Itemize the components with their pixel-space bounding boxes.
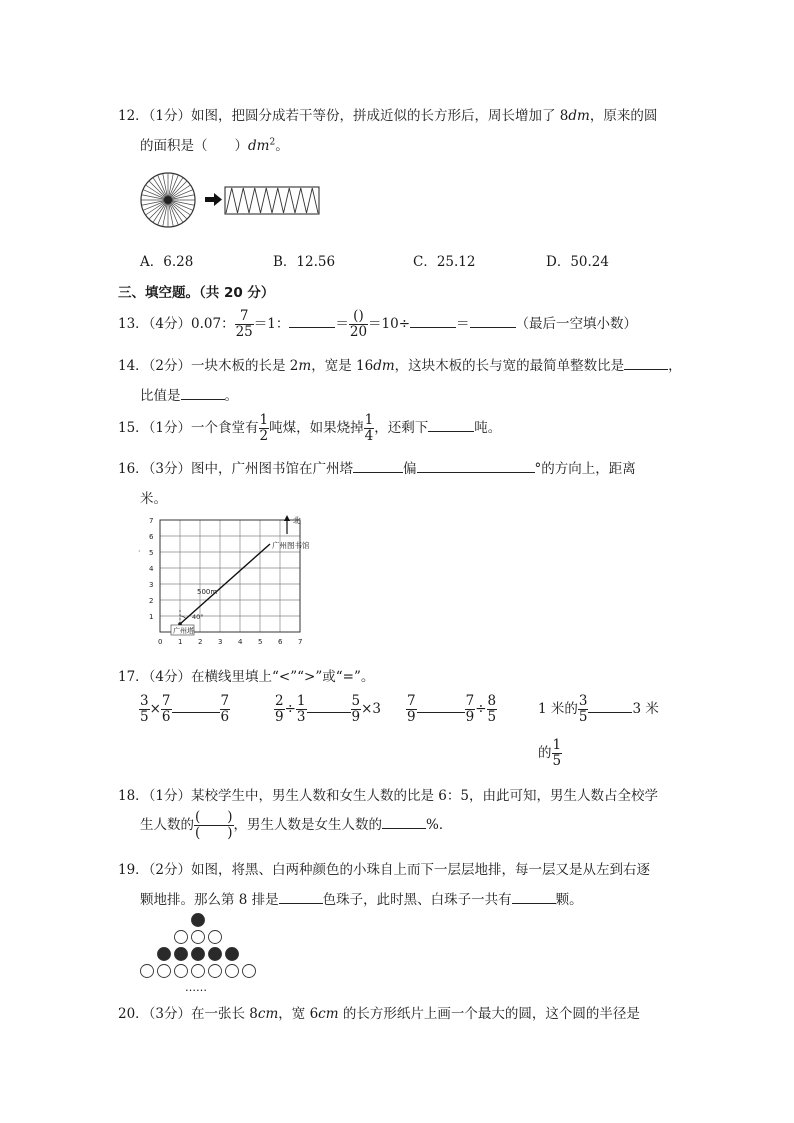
- section-title: 三、填空题。（共 20 分）: [118, 285, 275, 301]
- y-tick-label: 6: [149, 533, 154, 541]
- angle-arc: [180, 616, 186, 619]
- white-bead: [141, 965, 154, 978]
- q16-line1: 16．（3分）图中，广州图书馆在广州塔 偏 °的方向上，距离: [118, 461, 636, 477]
- q20: 20．（3分）在一张长 8cm，宽 6cm 的长方形纸片上画一个最大的圆，这个圆的半径是: [118, 1006, 640, 1022]
- black-bead: [175, 948, 188, 961]
- option-a[interactable]: A．6.28: [140, 254, 194, 270]
- x-tick-label: 1: [178, 638, 183, 646]
- answer-blank[interactable]: [289, 314, 335, 328]
- fraction: $\frac{1}{2}$: [259, 412, 269, 444]
- answer-blank[interactable]: [428, 418, 474, 432]
- q19-line2: 颗地排。那么第 8 排是 色珠子，此时黑、白珠子一共有 颗。: [140, 892, 583, 908]
- q19-line1: 19．（2分）如图，将黑、白两种颜色的小珠自上而下一层层地排，每一层又是从左到右逐: [118, 862, 651, 878]
- answer-blank[interactable]: [512, 890, 556, 904]
- white-bead: [243, 965, 256, 978]
- q15: 15．（1分）一个食堂有 $\frac{1}{2}$ 吨煤，如果烧掉 $\frac{1}{4}$ ，还剩下 吨。: [118, 412, 502, 444]
- y-tick-label: 1: [149, 613, 154, 621]
- north-arrow-icon: [284, 515, 290, 534]
- x-tick-label: 6: [278, 638, 283, 646]
- tower-label: 广州塔: [173, 627, 194, 635]
- q18-line1: 18．（1分）某校学生中，男生人数和女生人数的比是 6：5，由此可知，男生人数占全校学: [118, 788, 658, 804]
- white-bead: [209, 965, 222, 978]
- x-tick-label: 0: [158, 638, 163, 646]
- arrow-right-icon: [205, 193, 222, 206]
- white-bead: [158, 965, 171, 978]
- fraction-blank[interactable]: $\frac{( )}{( )}$: [195, 809, 233, 841]
- q17-title: 17．（4分）在横线里填上“<”“>”或“=”。: [118, 669, 375, 685]
- q14-line1: 14．（2分）一块木板的长是 2m，宽是 16dm，这块木板的长与宽的最简单整数比是 ，: [118, 358, 682, 374]
- option-c[interactable]: C．25.12: [413, 254, 476, 270]
- answer-blank[interactable]: [417, 459, 535, 473]
- y-tick-label: 3: [149, 581, 154, 589]
- y-axis-labels: [149, 517, 154, 621]
- north-label: 北: [293, 516, 301, 525]
- tick-mark: ·: [138, 547, 141, 556]
- angle-label: 40°: [192, 613, 204, 621]
- answer-blank[interactable]: [410, 314, 456, 328]
- y-tick-label: 5: [149, 549, 154, 557]
- approx-rectangle-icon: [225, 187, 319, 214]
- x-tick-label: 4: [238, 638, 243, 646]
- white-bead: [175, 965, 188, 978]
- grid-lines: [160, 520, 300, 632]
- white-bead: [209, 931, 222, 944]
- grid-border: [160, 520, 300, 632]
- fraction: $\frac{1}{4}$: [364, 412, 374, 444]
- fraction: $\frac{7}{25}$: [235, 308, 253, 340]
- black-bead: [158, 948, 171, 961]
- x-axis-labels: [158, 638, 302, 646]
- q14-line2: 比值是 。: [140, 388, 238, 404]
- q17-expr3: $\frac{7}{9}$ $\frac{7}{9}$ ÷ $\frac{8}{5}$: [407, 693, 497, 725]
- answer-blank[interactable]: [279, 890, 323, 904]
- y-tick-label: 7: [149, 517, 154, 525]
- answer-blank[interactable]: [470, 314, 516, 328]
- white-bead: [226, 965, 239, 978]
- answer-blank[interactable]: [307, 699, 351, 713]
- white-bead: [192, 931, 205, 944]
- library-label: 广州图书馆: [272, 541, 310, 550]
- answer-blank[interactable]: [382, 815, 426, 829]
- circle-to-rectangle-figure: [138, 170, 328, 230]
- black-bead: [226, 948, 239, 961]
- black-bead: [192, 914, 205, 927]
- q12-line1: 12．（1分）如图，把圆分成若干等份，拼成近似的长方形后，周长增加了 8dm，原来的圆: [118, 108, 658, 124]
- q17-expr2: $\frac{2}{9}$ ÷ $\frac{1}{3}$ $\frac{5}{9}$ ×3: [275, 693, 381, 725]
- x-tick-label: 3: [218, 638, 223, 646]
- distance-label: 500m: [197, 588, 218, 596]
- q17-expr1: $\frac{3}{5}$ × $\frac{7}{6}$ $\frac{7}{6}$: [140, 693, 230, 725]
- q16-line2: 米。: [140, 491, 167, 507]
- y-tick-label: 4: [149, 565, 154, 573]
- answer-blank[interactable]: [417, 699, 465, 713]
- x-tick-label: 2: [198, 638, 203, 646]
- white-bead: [175, 931, 188, 944]
- continuation-dots: ……: [185, 981, 207, 992]
- q17-expr4-cont: 的 $\frac{1}{5}$: [538, 737, 562, 769]
- answer-blank[interactable]: [353, 459, 403, 473]
- answer-blank[interactable]: [588, 699, 632, 713]
- divided-circle-icon: [141, 173, 195, 227]
- bead-pattern-figure: [135, 912, 270, 992]
- option-b[interactable]: B．12.56: [273, 254, 336, 270]
- q18-line2: 生人数的 $\frac{( )}{( )}$ ，男生人数是女生人数的 %．: [140, 809, 453, 841]
- answer-blank[interactable]: [624, 356, 668, 370]
- x-tick-label: 5: [258, 638, 263, 646]
- q12-line2: 的面积是（ ）$dm^2$。: [140, 137, 289, 154]
- black-bead: [192, 948, 205, 961]
- x-tick-label: 7: [298, 638, 303, 646]
- map-grid-figure: [135, 512, 310, 657]
- q17-expr4: 1 米的 $\frac{3}{5}$ 3 米: [538, 693, 659, 725]
- q13: 13．（4分）0.07： $\frac{7}{25}$ ＝1： ＝ $\frac{()}{20}$ ＝10÷ ＝ （最后一空填小数）: [118, 308, 638, 340]
- black-bead: [209, 948, 222, 961]
- fraction: $\frac{()}{20}$: [349, 308, 368, 340]
- y-tick-label: 2: [149, 597, 154, 605]
- option-d[interactable]: D．50.24: [546, 254, 609, 270]
- answer-blank[interactable]: [172, 699, 220, 713]
- answer-blank[interactable]: [181, 386, 225, 400]
- white-bead: [192, 965, 205, 978]
